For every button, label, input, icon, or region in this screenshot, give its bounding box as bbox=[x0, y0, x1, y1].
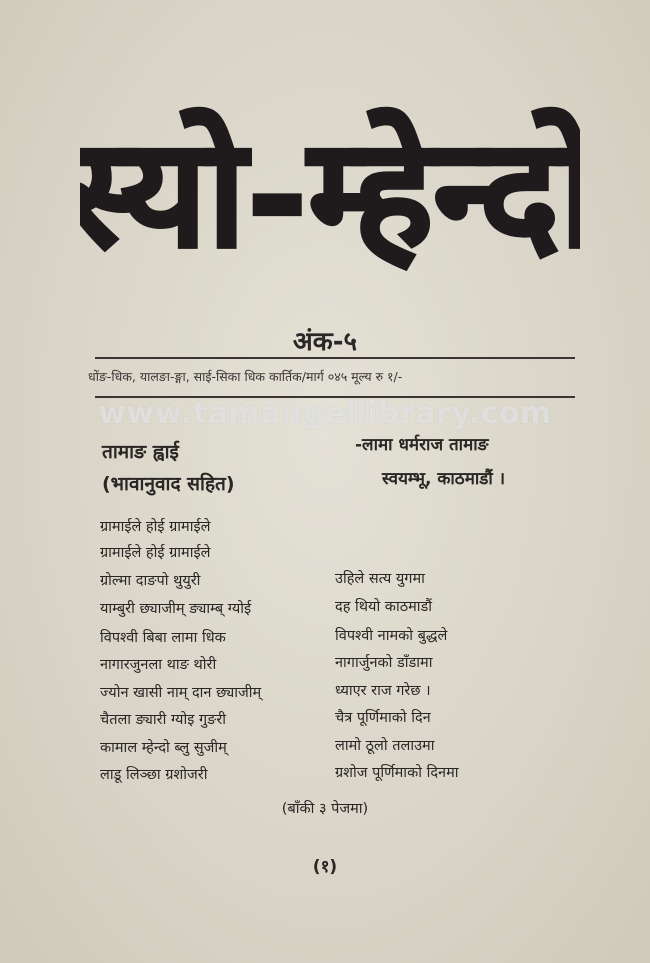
verse-line-nepali: दह थियो काठमाडौं bbox=[335, 599, 433, 615]
verse-line-nepali: विपश्वी नामको बुद्धले bbox=[335, 628, 448, 644]
verse-line-nepali: उहिले सत्य युगमा bbox=[335, 571, 425, 587]
watermark: www.tamangellibrary.com bbox=[98, 396, 552, 431]
verse-line-tamang: कामाल म्हेन्दो ब्लु सुजीम् bbox=[100, 740, 227, 756]
verse-line-tamang: लाडू लिञ्छा ग्रशोजरी bbox=[100, 767, 208, 783]
verse-line-nepali: ग्रशोज पूर्णिमाको दिनमा bbox=[335, 765, 459, 781]
verse-line-tamang: नागारजुनला थाङ थोरी bbox=[100, 657, 217, 673]
verse-line-nepali: नागार्जुनको डाँडामा bbox=[335, 655, 433, 671]
verse-line-tamang: विपश्वी बिबा लामा धिक bbox=[100, 630, 226, 646]
verse-line-nepali: ध्याएर राज गरेछ । bbox=[335, 683, 431, 699]
page-number: (१) bbox=[312, 857, 338, 877]
verse-line-tamang: ग्रामाईले होई ग्रामाईले bbox=[100, 545, 211, 561]
verse-line-nepali: लामो ठूलो तलाउमा bbox=[335, 738, 435, 754]
masthead-calligraphy bbox=[80, 95, 580, 285]
verse-line-tamang: याम्बुरी छ्याजीम् ङ्याम्ब् ग्योई bbox=[100, 601, 252, 617]
masthead-title bbox=[80, 95, 580, 285]
article-place: स्वयम्भू, काठमाडौं । bbox=[382, 469, 506, 489]
divider-top bbox=[95, 357, 575, 359]
verse-line-tamang: चैतला ङ्यारी ग्योइ गुङरी bbox=[100, 712, 227, 728]
article-author: -लामा धर्मराज तामाङ bbox=[355, 435, 489, 455]
article-subtitle: (भावानुवाद सहित) bbox=[102, 473, 235, 495]
continuation-note: (बाँकी ३ पेजमा) bbox=[281, 801, 369, 817]
masthead-title-text: स्यो-म्हेन्दो bbox=[80, 105, 580, 281]
verse-line-tamang: ग्रामाईले होई ग्रामाईले bbox=[100, 519, 211, 535]
verse-line-tamang: ग्रोल्मा दाङपो थुयुरी bbox=[100, 573, 201, 589]
issue-number: अंक-५ bbox=[292, 327, 358, 357]
dateline: धोंङ-धिक, यालङा-ङ्गा, साई-सिका धिक कार्तिक/मार्ग ०४५ मूल्य रु १/- bbox=[88, 369, 403, 384]
article-title: तामाङ ह्वाई bbox=[102, 441, 179, 463]
verse-line-nepali: चैत्र पूर्णिमाको दिन bbox=[335, 710, 431, 726]
verse-line-tamang: ज्योन खासी नाम् दान छ्याजीम् bbox=[100, 685, 262, 701]
